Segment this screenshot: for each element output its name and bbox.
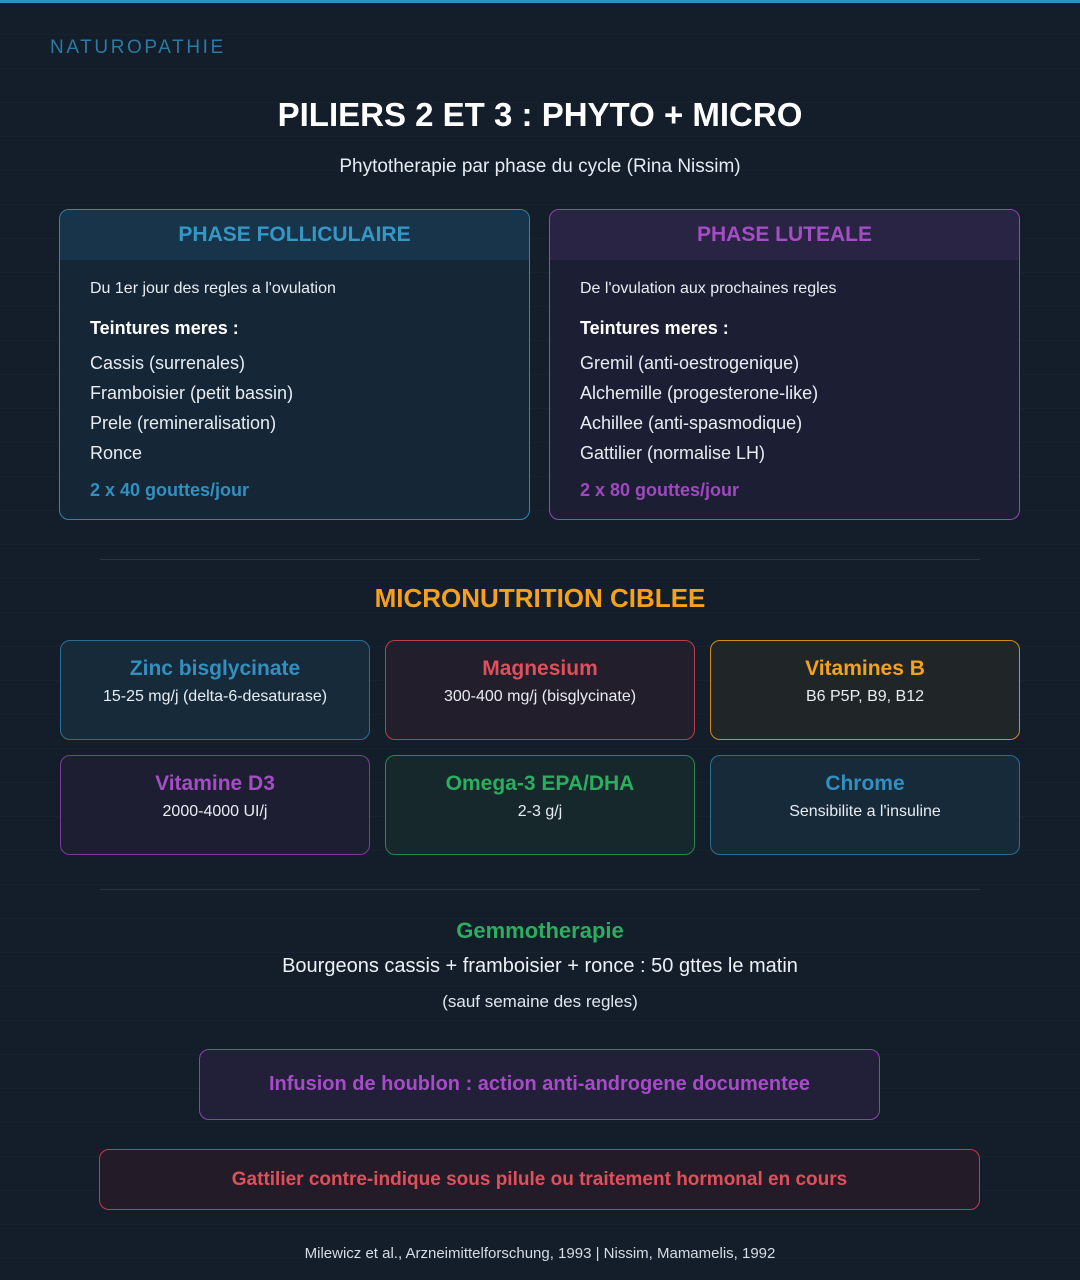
phase-folliculaire-label: Teintures meres : (90, 318, 239, 338)
list-item: Alchemille (progesterone-like) (580, 383, 819, 403)
section-divider (100, 559, 980, 560)
micronutrition-title: MICRONUTRITION CIBLEE (374, 583, 706, 613)
micro-card-desc: 2-3 g/j (517, 803, 563, 820)
micro-card-magnesium (385, 640, 695, 740)
micro-card-desc: Sensibilite a l'insuline (789, 803, 941, 820)
houblon-callout: Infusion de houblon : action anti-androgene documentee (199, 1049, 880, 1120)
phase-folliculaire-list (90, 348, 499, 468)
micro-card-name: Vitamine D3 (155, 772, 275, 795)
gemmotherapie-note: (sauf semaine des regles) (442, 992, 638, 1011)
list-item: Gattilier (normalise LH) (580, 443, 766, 463)
contraindication-warning: Gattilier contre-indique sous pilule ou traitement hormonal en cours (99, 1149, 980, 1210)
micro-card-name: Magnesium (482, 657, 598, 680)
phase-folliculaire-title: PHASE FOLLICULAIRE (60, 210, 529, 260)
micro-card-name: Zinc bisglycinate (129, 657, 301, 680)
page-title: PILIERS 2 ET 3 : PHYTO + MICRO (277, 96, 803, 133)
micro-card-desc: 2000-4000 UI/j (162, 803, 268, 820)
micro-card-chrome (710, 755, 1020, 855)
micro-card-name: Vitamines B (805, 657, 925, 680)
gemmotherapie-text: Bourgeons cassis + framboisier + ronce : 50 gttes le matin (282, 955, 798, 977)
micro-card-name: Omega-3 EPA/DHA (445, 772, 635, 795)
section-divider (100, 889, 980, 890)
list-item: Prele (remineralisation) (90, 413, 277, 433)
top-accent-bar (0, 0, 1080, 3)
phase-luteale-description: De l'ovulation aux prochaines regles (580, 280, 837, 297)
phase-folliculaire-dose: 2 x 40 gouttes/jour (90, 480, 250, 500)
micro-card-vitamine-d3 (60, 755, 370, 855)
gemmotherapie-title: Gemmotherapie (456, 918, 624, 943)
micro-card-vitamines-b (710, 640, 1020, 740)
citation-footer: Milewicz et al., Arzneimittelforschung, 1993 | Nissim, Mamamelis, 1992 (304, 1245, 776, 1262)
list-item: Ronce (90, 443, 143, 463)
phase-folliculaire-description: Du 1er jour des regles a l'ovulation (90, 280, 336, 297)
phase-luteale-label: Teintures meres : (580, 318, 729, 338)
micro-card-zinc (60, 640, 370, 740)
brand-label: NATUROPATHIE (50, 37, 226, 58)
page-subtitle: Phytotherapie par phase du cycle (Rina Nissim) (339, 156, 741, 177)
phase-luteale-title: PHASE LUTEALE (550, 210, 1019, 260)
phase-luteale-list (580, 348, 989, 468)
list-item: Achillee (anti-spasmodique) (580, 413, 803, 433)
micro-card-desc: 300-400 mg/j (bisglycinate) (443, 688, 637, 705)
micro-card-omega3 (385, 755, 695, 855)
list-item: Cassis (surrenales) (90, 353, 246, 373)
micro-card-desc: B6 P5P, B9, B12 (805, 688, 924, 705)
phase-luteale-panel (549, 209, 1020, 520)
micro-card-name: Chrome (825, 772, 905, 795)
phase-luteale-dose: 2 x 80 gouttes/jour (580, 480, 740, 500)
list-item: Gremil (anti-oestrogenique) (580, 353, 800, 373)
phase-folliculaire-panel (59, 209, 530, 520)
micro-card-desc: 15-25 mg/j (delta-6-desaturase) (102, 688, 328, 705)
list-item: Framboisier (petit bassin) (90, 383, 294, 403)
